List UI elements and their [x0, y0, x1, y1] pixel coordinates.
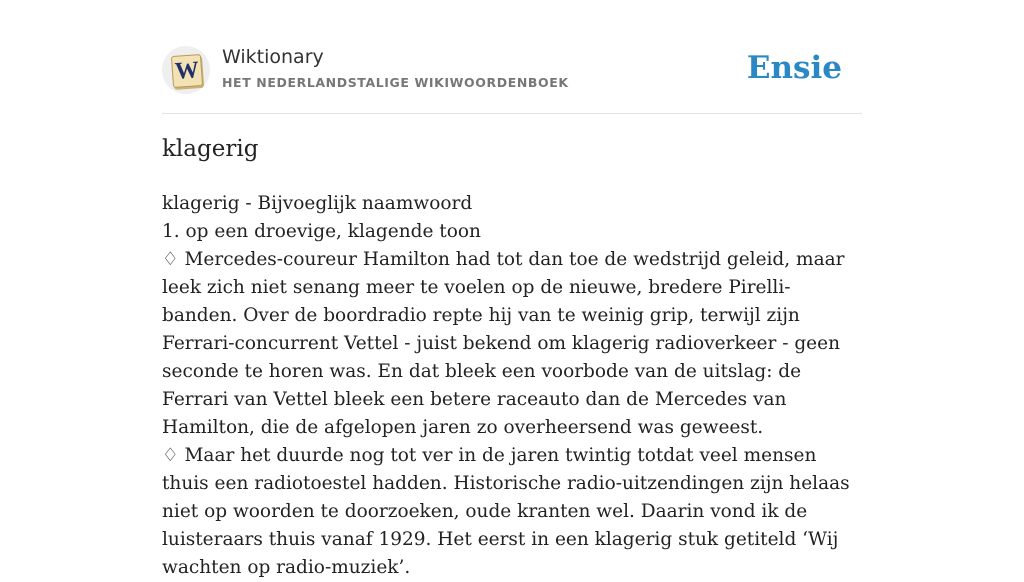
- ensie-logo[interactable]: Ensie: [746, 50, 842, 86]
- entry-title: klagerig: [162, 136, 259, 162]
- site-name[interactable]: Wiktionary: [222, 46, 324, 68]
- wiktionary-logo-icon: W: [171, 54, 203, 88]
- example-quote-1: ♢ Mercedes-coureur Hamilton had tot dan toe de wedstrijd geleid, maar leek zich niet senang meer te voelen op de nieuwe, bredere Pirelli-banden. Over de boordradio repte hij van te weinig grip, terwijl zijn Ferrari-concurrent Vettel - juist bekend om klagerig radioverkeer - geen seconde te horen was. En dat bleek een voorbode van de uitslag: de Ferrari van Vettel bleek een betere raceauto dan de Mercedes van Hamilton, die de afgelopen jaren zo overheersend was geweest.: [162, 249, 845, 438]
- wiktionary-logo[interactable]: [162, 46, 210, 94]
- site-subtitle: HET NEDERLANDSTALIGE WIKIWOORDENBOEK: [222, 75, 569, 90]
- definition-line: 1. op een droevige, klagende toon: [162, 221, 481, 242]
- example-quote-2: ♢ Maar het duurde nog tot ver in de jaren twintig totdat veel mensen thuis een radiotoestel hadden. Historische radio-uitzendingen zijn helaas niet op woorden te doorzoeken, oude kranten wel. Daarin vond ik de luisteraars thuis vanaf 1929. Het eerst in een klagerig stuk getiteld ‘Wij wachten op radio-muziek’.: [162, 445, 850, 578]
- site-header: [162, 44, 862, 114]
- word-type-line: klagerig - Bijvoeglijk naamwoord: [162, 193, 473, 214]
- entry-content: [162, 190, 862, 582]
